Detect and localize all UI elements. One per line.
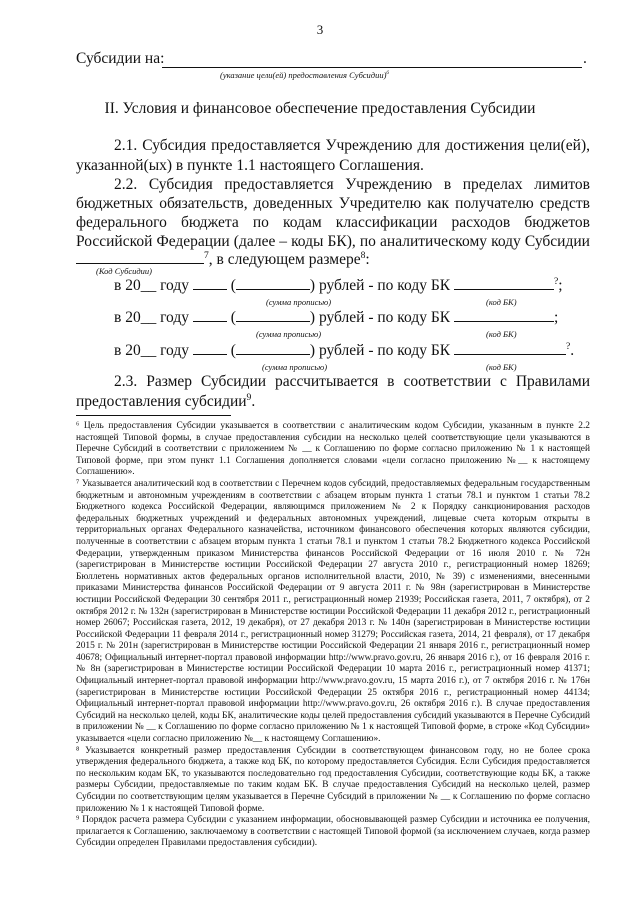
p21-line2: указанной(ых) в пункте 1.1 настоящего Соглашения. [76, 157, 424, 174]
p23-line1: 2.3. Размер Субсидии рассчитывается в соответствии с Правилами [114, 373, 590, 390]
p23-line2: предоставления субсидии$^9$. [76, 392, 256, 411]
amount-row-1: в 20__ году ( ) рублей - по коду БК ?; [114, 276, 563, 295]
amount-row-2: в 20__ году ( ) рублей - по коду БК ; [114, 309, 559, 326]
subsidy-code-hint: (Код Субсидии) [96, 266, 152, 276]
amount-row-1-sum-hint: (сумма прописью) [266, 297, 332, 307]
amount-row-1-code-hint: (код БК) [486, 297, 517, 307]
subsidy-on-label: Субсидии на: [76, 50, 165, 67]
p21-line1: 2.1. Субсидия предоставляется Учреждению для достижения цели(ей), [114, 137, 590, 154]
p22-line2: бюджетных обязательств, доведенных Учредителю как получателю средств [76, 195, 590, 212]
footnote-9: ⁹ Порядок расчета размера Субсидии с указанием информации, обосновывающей размер Субсидии и источника ее получения, прилагается к Соглашению, заключаемому в соответствии с настоящей Типовой формой (за исключением случаев, когда размер Субсидии определен Правилами предоставления субсидии). [76, 815, 590, 849]
section-title: II. Условия и финансовое обеспечение предоставления Субсидии [104, 100, 536, 117]
amount-row-3-code-hint: (код БК) [486, 362, 517, 372]
footnotes [76, 421, 590, 850]
amount-row-3-sum-hint: (сумма прописью) [262, 362, 328, 372]
p22-line4: Российской Федерации (далее – коды БК), по аналитическому коду Субсидии [76, 233, 590, 250]
amount-row-2-sum-hint: (сумма прописью) [256, 329, 322, 339]
page-number: 3 [316, 22, 324, 37]
subsidy-on-end: . [583, 50, 587, 67]
p22-line3: федерального бюджета по кодам классификации расходов бюджетов [76, 214, 590, 231]
amount-row-3: в 20__ году ( ) рублей - по коду БК ?. [114, 341, 575, 360]
footnote-separator [76, 415, 231, 416]
footnote-6: ⁶ Цель предоставления Субсидии указывается в соответствии с аналитическим кодом Субсидии, указанным в пункте 2.2 настоящей Типовой формы, в случае предоставления субсидии на несколько целей соответствующие цели указываются в Перечне Субсидий в соответствии с приложением № __ к Соглашению по форме согласно приложению № 1 к настоящей Типовой форме, при этом пункт 1.1 Соглашения дополняется словами «цели согласно приложению №__ к настоящему Соглашению». [76, 421, 590, 478]
footnote-8: ⁸ Указывается конкретный размер предоставления Субсидии в соответствующем финансовом году, но не более срока утверждения федерального бюджета, а также код БК, по которому предоставляется Субсидия. Если Субсидия предоставляется по нескольким кодам БК, то указываются последовательно год предоставления Субсидии, соответствующие коды БК, а также размеры Субсидии, предоставляемые по таким кодам БК. В случае предоставления Субсидий на несколько целей, размер Субсидии по соответствующим целям указывается в Перечне Субсидий в приложении № __ к Соглашению по форме согласно приложению № 1 к настоящей Типовой форме. [76, 745, 590, 814]
amount-row-2-code-hint: (код БК) [486, 329, 517, 339]
p22-line1: 2.2. Субсидия предоставляется Учреждению в пределах лимитов [114, 176, 590, 193]
p22-line5: $^7$, в следующем размере$^8$: [76, 250, 370, 269]
subsidy-code-blank [76, 262, 204, 264]
subsidy-purpose-hint: (указание цели(ей) предоставления Субсидии)$^6$ [220, 70, 390, 80]
footnote-7: ⁷ Указывается аналитический код в соответствии с Перечнем кодов субсидий, предоставляемых федеральным государственным бюджетным и автономным учреждениям в соответствии с абзацем вторым пункта 1 статьи 78.1 и пунктом 1 статьи 78.2 Бюджетного кодекса Российской Федерации, являющимся приложением № 2 к Порядку санкционирования расходов федеральных бюджетных учреждений и федеральных автономных учреждений, лицевые счета которым открыты в территориальных органах Федерального казначейства, источником финансового обеспечения которых являются субсидии, полученные в соответствии с абзацем вторым пункта 1 статьи 78.1 и пунктом 1 статьи 78.2 Бюджетного кодекса Российской Федерации, утвержденным приказом Министерства финансов Российской Федерации от 16 июля 2010 г. № 72н (зарегистрирован в Министерстве юстиции Российской Федерации 27 августа 2010 г., регистрационный номер 18269; Бюллетень нормативных актов федеральных органов исполнительной власти, 2010, № 39) с изменениями, внесенными приказами Министерства финансов Российской Федерации от 9 августа 2011 г. № 98н (зарегистрирован в Министерстве юстиции Российской Федерации 30 сентября 2011 г., регистрационный номер 21939; Российская газета, 2011, 7 октября), от 2 октября 2012 г. № 132н (зарегистрирован в Министерстве юстиции Российской Федерации 11 декабря 2012 г., регистрационный номер 26067; Российская газета, 2012, 19 декабря), от 27 декабря 2013 г. № 140н (зарегистрирован в Министерстве юстиции Российской Федерации 11 февраля 2014 г., регистрационный номер 31279; Российская газета, 2014, 21 февраля), от 17 декабря 2015 г. № 201н (зарегистрирован в Министерстве юстиции Российской Федерации 21 января 2016 г., регистрационный номер 40678; Официальный интернет-портал правовой информации http://www.pravo.gov.ru, 26 января 2016 г.), от 16 февраля 2016 г. № 8н (зарегистрирован в Министерстве юстиции Российской Федерации 10 марта 2016 г., регистрационный номер 41371; Официальный интернет-портал правовой информации http://www.pravo.gov.ru, 15 марта 2016 г.), от 7 октября 2016 г. № 176н (зарегистрирован в Министерстве юстиции Российской Федерации 25 октября 2016 г., регистрационный номер 44134; Официальный интернет-портал правовой информации http://www.pravo.gov.ru, 26 октября 2016 г.). В случае предоставления Субсидий на несколько целей, коды БК, аналитические коды целей предоставления субсидий указываются в Перечне Субсидий в приложении № __ к Соглашению по форме согласно приложению № 1 к настоящей Типовой форме, в строке «Код Субсидии» указывается «цели согласно приложению №__ к настоящему Соглашению». [76, 478, 590, 745]
subsidy-purpose-blank [162, 67, 582, 68]
